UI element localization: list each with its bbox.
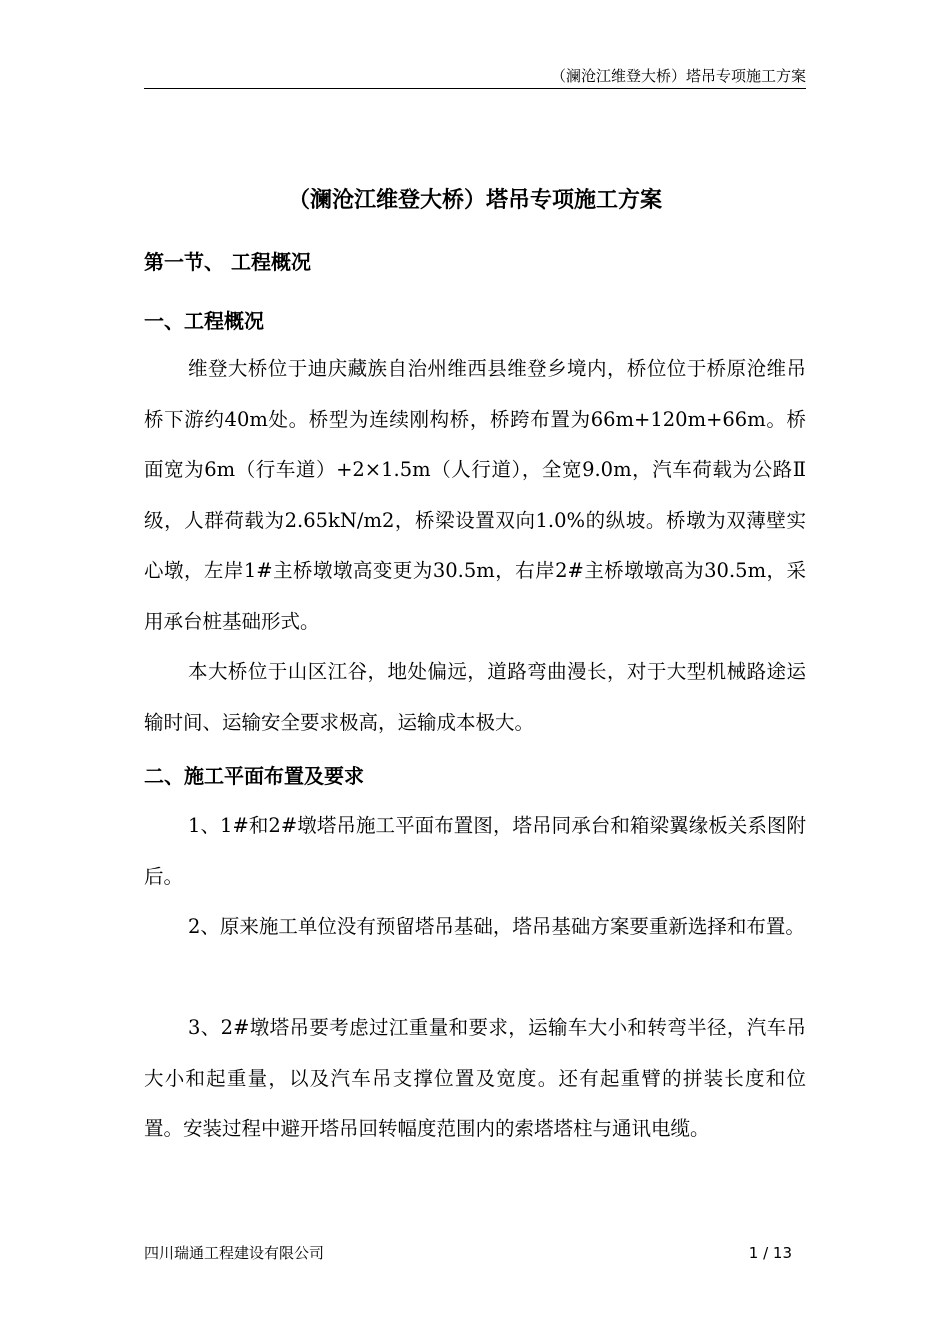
subsection-heading-layout: 二、施工平面布置及要求 [144,764,364,788]
paragraph-site-conditions: 本大桥位于山区江谷，地处偏远，道路弯曲漫长，对于大型机械路途运输时间、运输安全要求极高，运输成本极大。 [144,660,806,734]
paragraph-layout-item-1: 1、1#和2#墩塔吊施工平面布置图，塔吊同承台和箱梁翼缘板关系图附后。 [144,814,806,888]
section-heading: 第一节、 工程概况 [144,250,311,274]
document-title: （澜沧江维登大桥）塔吊专项施工方案 [287,187,662,213]
subsection-heading-overview: 一、工程概况 [144,309,264,333]
paragraph-layout-item-2: 2、原来施工单位没有预留塔吊基础，塔吊基础方案要重新选择和布置。 [188,915,805,938]
footer-company: 四川瑞通工程建设有限公司 [144,1244,325,1262]
paragraph-layout-item-3: 3、2#墩塔吊要考虑过江重量和要求，运输车大小和转弯半径，汽车吊大小和起重量，以及汽车吊支撑位置及宽度。还有起重臂的拼装长度和位置。安装过程中避开塔吊回转幅度范围内的索塔塔柱与通讯电缆。 [144,1016,806,1140]
header-divider [144,88,806,89]
header-title: （澜沧江维登大桥）塔吊专项施工方案 [550,67,806,85]
footer-page-number: 1 / 13 [748,1244,792,1262]
paragraph-project-overview: 维登大桥位于迪庆藏族自治州维西县维登乡境内，桥位位于桥原沧维吊桥下游约40m处。桥型为连续刚构桥，桥跨布置为66m+120m+66m。桥面宽为6m（行车道）+2×1.5m（人行道），全宽9.0m，汽车荷载为公路Ⅱ级，人群荷载为2.65kN/m2，桥梁设置双向1.0%的纵坡。桥墩为双薄壁实心墩，左岸1#主桥墩墩高变更为30.5m，右岸2#主桥墩墩高为30.5m，采用承台桩基础形式。 [144,357,806,633]
